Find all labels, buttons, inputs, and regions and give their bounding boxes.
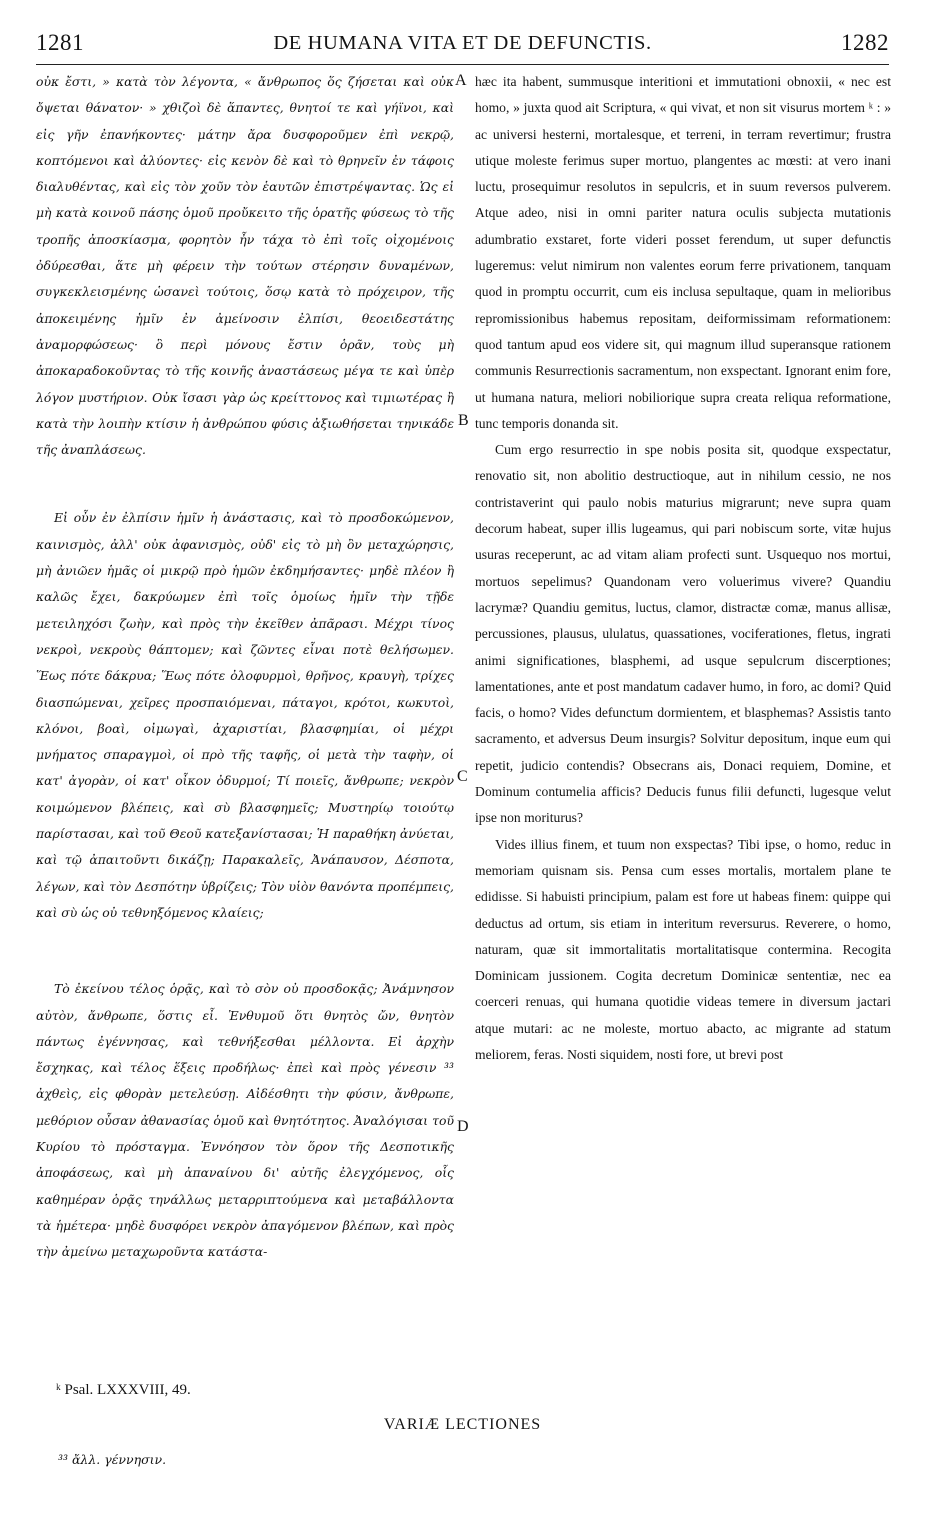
page-header (36, 30, 889, 64)
latin-column (475, 69, 891, 1068)
margin-letter-a: A (455, 72, 467, 89)
latin-paragraph-1: hæc ita habent, summusque interitioni et immutationi obnoxii, « nec est homo, » juxta quod ait Scriptura, « qui vivat, et non sit visurus mortem ᵏ : » ac universi hesterni, mortalesque, et terreni, in terram revertimur; frustra utique moleste ferimus super mortuo, plangentes ac mœsti: at vero inani luctu, prosequimur resolutos in sepulcris, et in suum reversos pulverem. Atque adeo, nisi in omni pariter natura oculis subjecta mutationis adumbratio exstaret, forte videri posset ferendum, ut super defunctis lugeremus: velut nimirum non valentes eorum ferre privationem, tanquam quod in promptu occurrit, cum eis inclusa sepultaque, quam in melioribus repromissionibus habemus repositam, deiformissimam reformationem: quod tantum apud eos videre sit, qui magnum illud superansque rationem communis Resurrectionis sacramentum, non exspectant. Ignorant enim fore, ut humana natura, meliori nobiliorique supra creata reliqua reformatione, tunc temporis donanda sit. (475, 74, 891, 431)
variant-reading-note: ³³ ἄλλ. γέννησιν. (58, 1452, 167, 1467)
latin-paragraph-3: Vides illius finem, et tuum non exspectas? Tibi ipse, o homo, reduc in memoriam quisnam sis. Pensa cum esses mortalis, mortalem plane te edidisse. Si habuisti principium, palam est fore ut habeas finem: quippe qui deductus ad ortum, sis etiam in interitum reversurus. Reverere, o homo, naturam, quæ sit immortalitatis mortalitatisque conterminа. Recogita Dominicam jussionem. Cogita decretum Dominicæ sententiæ, nec ea coerceri renuas, qui humana quotidie videas temere in diversum jactari atque mutari: ac ne moleste, mortuo abacto, ac migrante ad statum meliorem, feras. Nosti siquidem, nosti fore, ut brevi post (475, 836, 891, 1062)
greek-paragraph-3: Τὸ ἐκείνου τέλος ὁρᾷς, καὶ τὸ σὸν οὐ προσδοκᾷς; Ἀνάμνησον αὐτὸν, ἄνθρωπε, ὅστις εἶ. Ἐνθυμοῦ ὅτι θνητὸς ὤν, θνητὸν πάντως ἐγέννησας, καὶ τεθνήξεσθαι μέλλοντα. Εἰ ἀρχὴν ἔσχηκας, καὶ τέλος ἕξεις προδήλως· ἐπεὶ καὶ πρὸς γένεσιν ³³ ἀχθεὶς, εἰς φθορὰν μετελεύσῃ. Αἰδέσθητι τὴν φύσιν, ἄνθρωπε, μεθόριον οὖσαν ἀθανασίας ὁμοῦ καὶ θνητότητος. Ἀναλόγισαι τοῦ Κυρίου τὸ πρόσταγμα. Ἐννόησον τὸν ὅρον τῆς Δεσποτικῆς ἀποφάσεως, καὶ μὴ ἀπαναίνου δι' αὐτῆς ἐλεγχόμενος, οἷς καθημέραν ὁρᾷς τηνάλλως μεταρριπτούμενα καὶ μεταβάλλοντα τὰ ἡμέτερα· μηδὲ δυσφόρει νεκρὸν ἀπαγόμενον βλέπων, καὶ πρὸς τὴν ἀμείνω μεταχωροῦντα κατάστα- (36, 981, 454, 1260)
right-page-number: 1282 (841, 30, 889, 55)
left-page-number: 1281 (36, 30, 84, 55)
variae-lectiones-heading: VARIÆ LECTIONES (383, 1416, 542, 1433)
greek-paragraph-2: Εἰ οὖν ἐν ἐλπίσιν ἡμῖν ἡ ἀνάστασις, καὶ τὸ προσδοκώμενον, καινισμὸς, ἀλλ' οὐκ ἀφανισμὸς, οὐδ' εἰς τὸ μὴ ὂν μεταχώρησις, μὴ ἀνιῶεν ἡμᾶς οἱ μικρῷ πρὸ ἡμῶν ἐκδημήσαντες· μηδὲ πλέον ἢ καλῶς ἔχει, δακρύωμεν ἐπὶ τοῖς ὁμοίως ἡμῖν τὴν τῇδε μετειληχόσι ζωὴν, καὶ πρὸς τὴν ἐκεῖθεν ἀπᾶρασι. Μέχρι τίνος νεκροὶ, νεκροὺς θάπτομεν; καὶ ζῶντες εἶναι ποτὲ θελήσωμεν. Ἕως πότε δάκρυα; Ἕως πότε ὀλοφυρμοὶ, θρῆνος, κραυγὴ, τρίχες διασπώμεναι, χεῖρες προσπαιόμεναι, πάταγοι, κρότοι, κωκυτοὶ, κλόνοι, βοαὶ, οἰμωγαὶ, ἀχαριστίαι, βλασφημίαι, οἱ μέχρι μνήματος σπαραγμοὶ, οἱ πρὸ τῆς ταφῆς, οἱ μετὰ τὴν ταφὴν, οἱ κατ' ἀγορὰν, οἱ κατ' οἶκον ὀδυρμοί; Τί ποιεῖς, ἄνθρωπε; νεκρὸν κοιμώμενον βλέπεις, καὶ σὺ βλασφημεῖς; Μυστηρίῳ τοιούτῳ παρίστασαι, καὶ τοῦ Θεοῦ κατεξανίστασαι; Ἡ παραθήκη ἀνύεται, καὶ τῷ ἀπαιτοῦντι δικάζῃ; Παρακαλεῖς, Ἀνάπαυσον, Δέσποτα, λέγων, καὶ τὸν Δεσπότην ὑβρίζεις; Τὸν υἱὸν θανόντα προπέμπεις, καὶ σὺ ὡς οὐ τεθνηξόμενος κλαίεις; (36, 510, 454, 920)
footnote: ᵏ Psal. LXXXVIII, 49. (56, 1382, 191, 1398)
greek-paragraph-1: οὐκ ἔστι, » κατὰ τὸν λέγοντα, « ἄνθρωπος ὅς ζήσεται καὶ οὐκ ὄψεται θάνατον· » χθιζοὶ δὲ ἅπαντες, θνητοί τε καὶ γήϊνοι, καὶ εἰς γῆν ἐπανήκοντες· μάτην ἄρα δυσφοροῦμεν ἐπὶ νεκρῷ, κοπτόμενοι καὶ ἀλύοντες· εἰς κενὸν δὲ καὶ τὸ θρηνεῖν ἐν τάφοις διαλυθέντας, καὶ εἰς τὸν χοῦν τὸν ἑαυτῶν ἐπιστρέψαντας. Ὡς εἰ μὴ κατὰ κοινοῦ πάσης ὁμοῦ προὔκειτο τῆς ὁρατῆς φύσεως τὸ τῆς τροπῆς ἀποσκίασμα, φορητὸν ἦν τάχα τὸ ἐπὶ τοῖς οἰχομένοις ὀδύρεσθαι, ἅτε μὴ φέρειν τὴν τούτων στέρησιν δυναμένων, συγκεκλεισμένης ὡσανεὶ τούτοις, ὅσῳ κατὰ τὸ πρόχειρον, τῆς ἀποκειμένης ἡμῖν ἐν ἀμείνοσιν ἐλπίσι, θεοειδεστάτης ἀναμορφώσεως· ὃ περὶ μόνους ἔστιν ὁρᾶν, τοὺς μὴ ἀποκαραδοκοῦντας τὸ τῆς κοινῆς ἀναστάσεως μέγα τε καὶ ὑπὲρ λόγον μυστήριον. Οὐκ ἴσασι γὰρ ὡς κρείττονος καὶ τιμιωτέρας ἢ κατὰ τὴν λοιπὴν κτίσιν ἡ ἀνθρώπου φύσις ἀξιωθήσεται τηνικάδε τῆς ἀναπλάσεως. (36, 74, 454, 458)
latin-paragraph-2: Cum ergo resurrectio in spe nobis posita sit, quodque exspectatur, renovatio sit, non abolitio destructioque, aut in nihilum cessio, ne nos contristaverint qui paulo nobis maturius migrarunt; neve supra quam decorum habeat, super illis lugeamus, qui pari nobiscum sorte, vitæ hujus usuras receperunt, ac ad vitam aliam profecti sunt. Usquequo nos mortui, mortuos sepelimus? Quandonam vero voluerimus vivere? Quandiu lacrymæ? Quandiu gemitus, luctus, clamor, distractæ comæ, manus allisæ, percussiones, plausus, ululatus, quassationes, vociferationes, fletus, ingrati animi significationes, blasphemi, ad usque sepulcrum discerptiones; lamentationes, ante et post mandatum cadaver humo, in foro, ac domi? Quid facis, o homo? Vides defunctum dormientem, et blasphemas? Assistis tanto sacramento, et adversus Deum insurgis? Solvitur depositum, inque eum qui repetit, judicio contendis? Obsecrans ais, Donaci requiem, Domine, et Dominum contumelia afficis? Deducis funus filii defuncti, lugesque velut ipse non moriturus? (475, 442, 891, 826)
header-rule (36, 64, 889, 65)
margin-letter-b: B (458, 412, 469, 429)
greek-column (36, 69, 454, 1265)
margin-letter-c: C (457, 768, 468, 785)
running-title: DE HUMANA VITA ET DE DEFUNCTIS. (273, 32, 652, 54)
margin-letter-d: D (457, 1118, 469, 1135)
